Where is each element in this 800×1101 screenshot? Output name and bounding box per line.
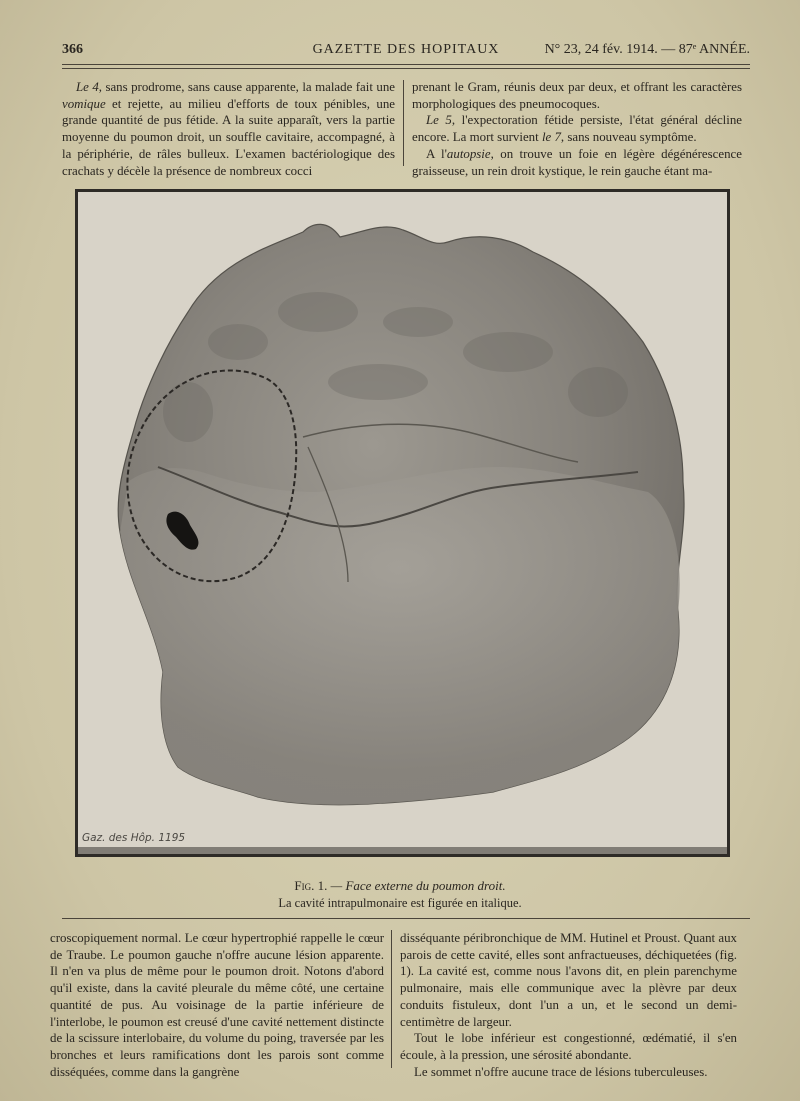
paragraph: prenant le Gram, réunis deux par deux, et offrant les caractères morphologiques des pneumocoques. [412, 80, 742, 111]
text-span: A l' [426, 146, 447, 161]
bottom-left-column [50, 930, 384, 1080]
top-right-column [412, 79, 742, 179]
paragraph: Tout le lobe inférieur est congestionné, œdématié, il s'en écoule, à la pression, une sérosité abondante. [400, 1031, 737, 1062]
figure-plate [75, 189, 730, 857]
caption-dash: — [327, 878, 346, 893]
date-day-5: Le 5 [426, 113, 452, 128]
text-span: , on trouve un foie en légère dégénérescence graisseuse, un rein droit kystique, le rein gauche étant ma- [412, 146, 742, 178]
lower-lobe [120, 467, 680, 805]
running-header [62, 40, 750, 62]
bottom-right-column [400, 930, 737, 1080]
paragraph: Le sommet n'offre aucune trace de lésions tuberculeuses. [414, 1064, 708, 1079]
paragraph: disséquante péribronchique de MM. Hutinel et Proust. Quant aux parois de cette cavité, elles sont anfractueuses, déchiquetées (fig. 1). La cavité est, comme nous l'avons dit, en plein parenchyme pulmonaire, mais elle communique avec la plèvre par deux conduits fistuleux, dont l'un a un, et le second un demi-centimètre de largeur. [400, 931, 737, 1029]
figure-caption-note: La cavité intrapulmonaire est figurée en italique. [278, 896, 522, 910]
top-left-column [62, 79, 395, 179]
section-rule [62, 918, 750, 919]
date-day-4: Le 4 [76, 80, 99, 94]
paragraph: croscopiquement normal. Le cœur hypertrophié rappelle le cœur de Traube. Le poumon gauche n'offre aucune lésion apparente. Il n'en va plus de même pour le poumon droit. Notons d'abord qu'il existe, dans la cavité pleurale du même côté, une certaine quantité de pus. Au voisinage de la partie inférieure de l'interlobe, le poumon est creusé d'une cavité nettement distincte de la scissure interlobaire, du volume du poing, traversée par les bronches et leurs ramifications dont les parois sont comme disséquées, comme dans la gangrène [50, 931, 384, 1079]
issue-info: N° 23, 24 fév. 1914. — 87ᵉ ANNÉE. [544, 42, 750, 57]
text-span: , sans nouveau symptôme. [560, 130, 697, 145]
column-divider [391, 930, 392, 1068]
lung-illustration [78, 192, 727, 854]
engraver-mark: Gaz. des Hôp. 1195 [82, 832, 186, 844]
caption-title: Face externe du poumon droit. [345, 878, 506, 893]
page-number: 366 [62, 42, 83, 57]
term-vomique: vomique [62, 96, 106, 111]
term-autopsie: autopsie [446, 146, 491, 161]
date-day-7: le 7 [541, 130, 561, 145]
text-span: et rejette, au milieu d'efforts de toux pénibles, une grande quantité de pus fétide. A la suite apparaît, vers la partie moyenne du poumon droit, un souffle cavitaire, accompagné, à la périphérie, de râles bulleux. L'examen bactériologique des crachats y décèle la présence de nombreux cocci [62, 96, 395, 178]
figure-caption-title [0, 878, 800, 894]
text-span: , l'expectoration fétide persiste, l'état général décline encore. La mort survient [412, 113, 743, 145]
paragraph [412, 112, 742, 145]
journal-title: GAZETTE DES HOPITAUX [312, 42, 500, 57]
figure-label: Fig. 1. [294, 878, 328, 893]
column-divider [403, 80, 404, 166]
header-rule [62, 64, 750, 65]
paragraph [412, 146, 742, 179]
header-rule-double [62, 68, 750, 69]
text-span: , sans prodrome, sans cause apparente, la malade fait une [98, 80, 395, 94]
